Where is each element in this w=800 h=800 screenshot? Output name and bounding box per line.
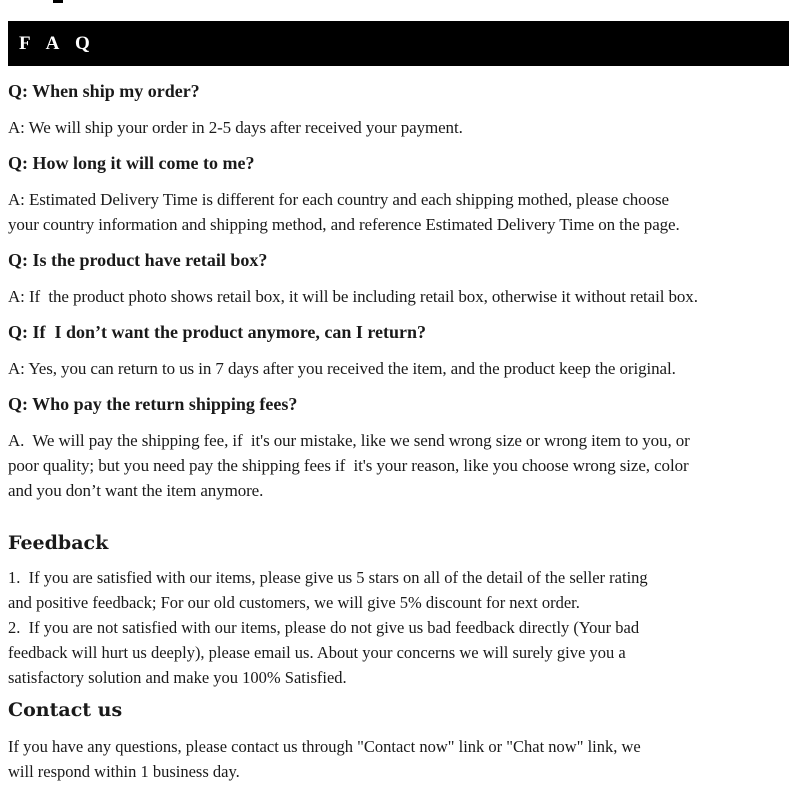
faq-answer-line: A: Yes, you can return to us in 7 days after you received the item, and the product keep the original. [8,359,676,378]
faq-answer [8,428,794,503]
faq-answer [8,187,794,237]
feedback-line: feedback will hurt us deeply), please email us. About your concerns we will surely give you a [8,643,626,662]
faq-answer-line: and you don’t want the item anymore. [8,481,264,500]
faq-question: Q: Who pay the return shipping fees? [8,394,298,414]
feedback-heading: Feedback [8,532,109,554]
faq-answer-line: A: We will ship your order in 2-5 days after received your payment. [8,118,463,137]
feedback-line: and positive feedback; For our old customers, we will give 5% discount for next order. [8,593,580,612]
faq-answer [8,356,794,381]
faq-question: Q: When ship my order? [8,81,200,101]
faq-answer-line: A. We will pay the shipping fee, if it's our mistake, like we send wrong size or wrong item to you, or [8,431,690,450]
faq-answer [8,284,794,309]
contact-line: If you have any questions, please contact us through "Contact now" link or "Chat now" link, we [8,737,641,756]
faq-answer-line: A: Estimated Delivery Time is different for each country and each shipping mothed, please choose [8,190,669,209]
feedback-paragraph [8,615,794,690]
top-edge-mark [53,0,63,3]
contact-line: will respond within 1 business day. [8,762,240,781]
feedback-line: 2. If you are not satisfied with our items, please do not give us bad feedback directly (Your bad [8,618,640,637]
feedback-line: satisfactory solution and make you 100% Satisfied. [8,668,347,687]
content-area [8,66,794,784]
faq-header-bar [8,21,789,66]
faq-question: Q: How long it will come to me? [8,153,255,173]
faq-title: F A Q [19,32,96,54]
contact-heading: Contact us [8,699,123,721]
faq-answer [8,115,794,140]
feedback-paragraph [8,565,794,615]
faq-question: Q: Is the product have retail box? [8,250,268,270]
faq-question: Q: If I don’t want the product anymore, can I return? [8,322,427,342]
faq-answer-line: poor quality; but you need pay the shipping fees if it's your reason, like you choose wrong size, color [8,456,689,475]
feedback-line: 1. If you are satisfied with our items, please give us 5 stars on all of the detail of the seller rating [8,568,648,587]
faq-answer-line: A: If the product photo shows retail box, it will be including retail box, otherwise it without retail box. [8,287,698,306]
contact-paragraph [8,734,794,784]
faq-answer-line: your country information and shipping method, and reference Estimated Delivery Time on the page. [8,215,680,234]
